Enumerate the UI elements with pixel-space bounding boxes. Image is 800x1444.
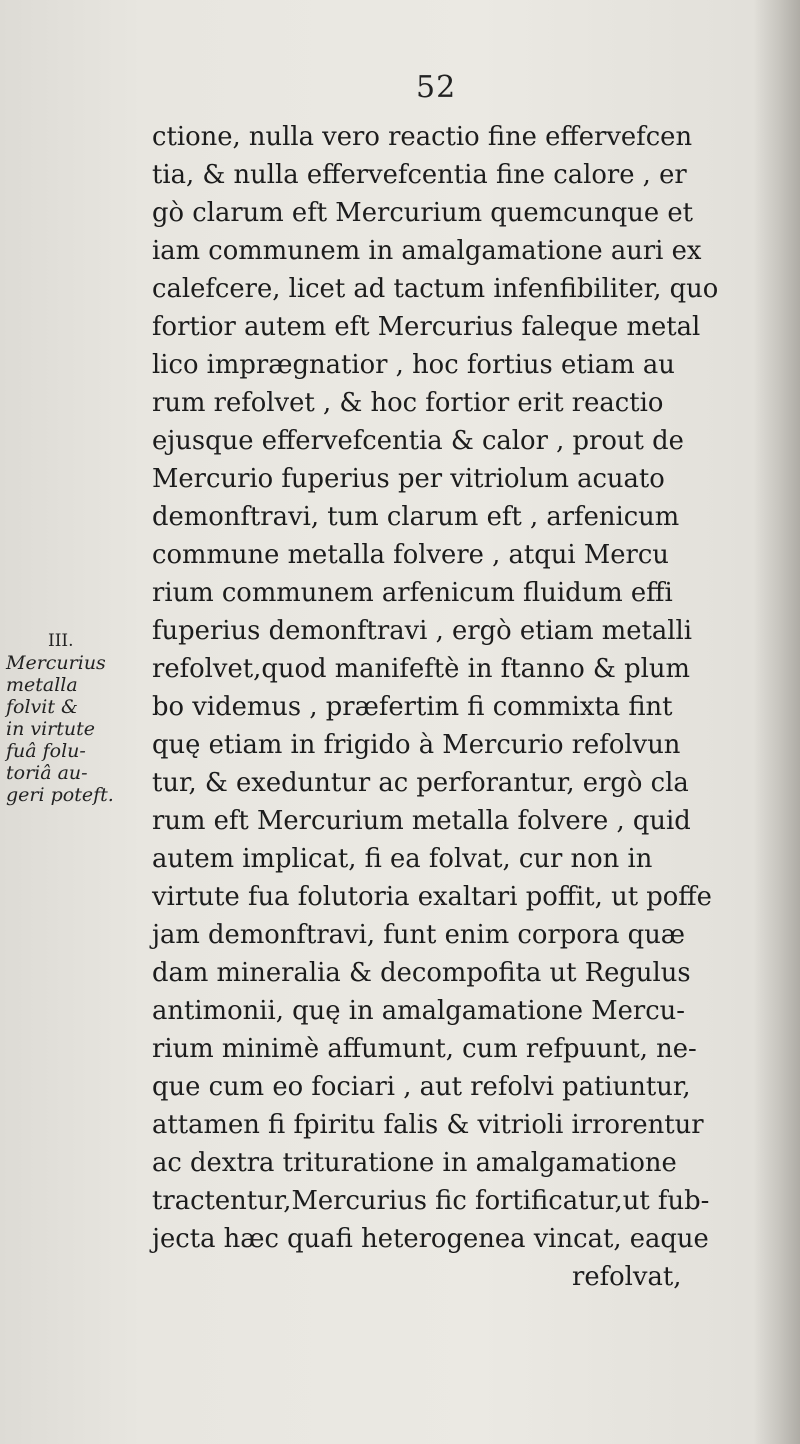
text-line: jecta hæc quafi heterogenea vincat, eaque [152,1224,709,1254]
text-line: ac dextra trituratione in amalgamatione [152,1148,677,1178]
text-line: jam demonftravi, funt enim corpora quæ [152,920,686,950]
text-line: refolvat, [572,1262,682,1292]
margin-note-line: geri poteft. [6,784,114,806]
text-line: rium minimè affumunt, cum refpuunt, ne- [152,1034,697,1064]
text-line: lico imprægnatior , hoc fortius etiam au [152,350,675,380]
text-line: iam communem in amalgamatione auri ex [152,236,702,266]
margin-note-line: fuâ folu- [6,740,86,762]
text-line: dam mineralia & decompofita ut Regulus [152,958,691,988]
text-line: fortior autem eft Mercurius faleque metal [152,312,701,342]
text-line: calefcere, licet ad tactum infenfibiliter, quo [152,274,719,304]
text-line: demonftravi, tum clarum eft , arfenicum [152,502,680,532]
text-line: Mercurio fuperius per vitriolum acuato [152,464,665,494]
text-line: antimonii, quę in amalgamatione Mercu- [152,996,686,1026]
margin-note-line: metalla [6,674,78,696]
margin-note-line: toriâ au- [6,762,88,784]
margin-note-line: folvit & [6,696,78,718]
text-line: tractentur,Mercurius fic fortificatur,ut fub- [152,1186,710,1216]
text-line: ejusque effervefcentia & calor , prout de [152,426,684,456]
text-line: bo videmus , præfertim fi commixta fint [152,692,673,722]
text-line: virtute fua folutoria exaltari poffit, ut poffe [152,882,712,912]
margin-note-line: in virtute [6,718,95,740]
text-line: que cum eo fociari , aut refolvi patiuntur, [152,1072,691,1102]
text-line: commune metalla folvere , atqui Mercu [152,540,669,570]
binding-shadow [754,0,800,1444]
text-line: rum refolvet , & hoc fortior erit reactio [152,388,664,418]
text-line: quę etiam in frigido à Mercurio refolvun [152,730,681,760]
text-line: rium communem arfenicum fluidum effi [152,578,673,608]
text-line: tur, & exeduntur ac perforantur, ergò cla [152,768,689,798]
text-line: refolvet,quod manifeftè in ftanno & plum [152,654,690,684]
margin-note-number: III. [48,631,74,651]
page-number: 52 [416,70,457,105]
text-line: ctione, nulla vero reactio fine effervefcen [152,122,693,152]
margin-note-line: Mercurius [6,652,106,674]
text-line: gò clarum eft Mercurium quemcunque et [152,198,694,228]
text-line: autem implicat, fi ea folvat, cur non in [152,844,653,874]
text-line: attamen fi fpiritu falis & vitrioli irrorentur [152,1110,704,1140]
text-line: tia, & nulla effervefcentia fine calore , er [152,160,687,190]
text-line: fuperius demonftravi , ergò etiam metalli [152,616,693,646]
text-line: rum eft Mercurium metalla folvere , quid [152,806,691,836]
